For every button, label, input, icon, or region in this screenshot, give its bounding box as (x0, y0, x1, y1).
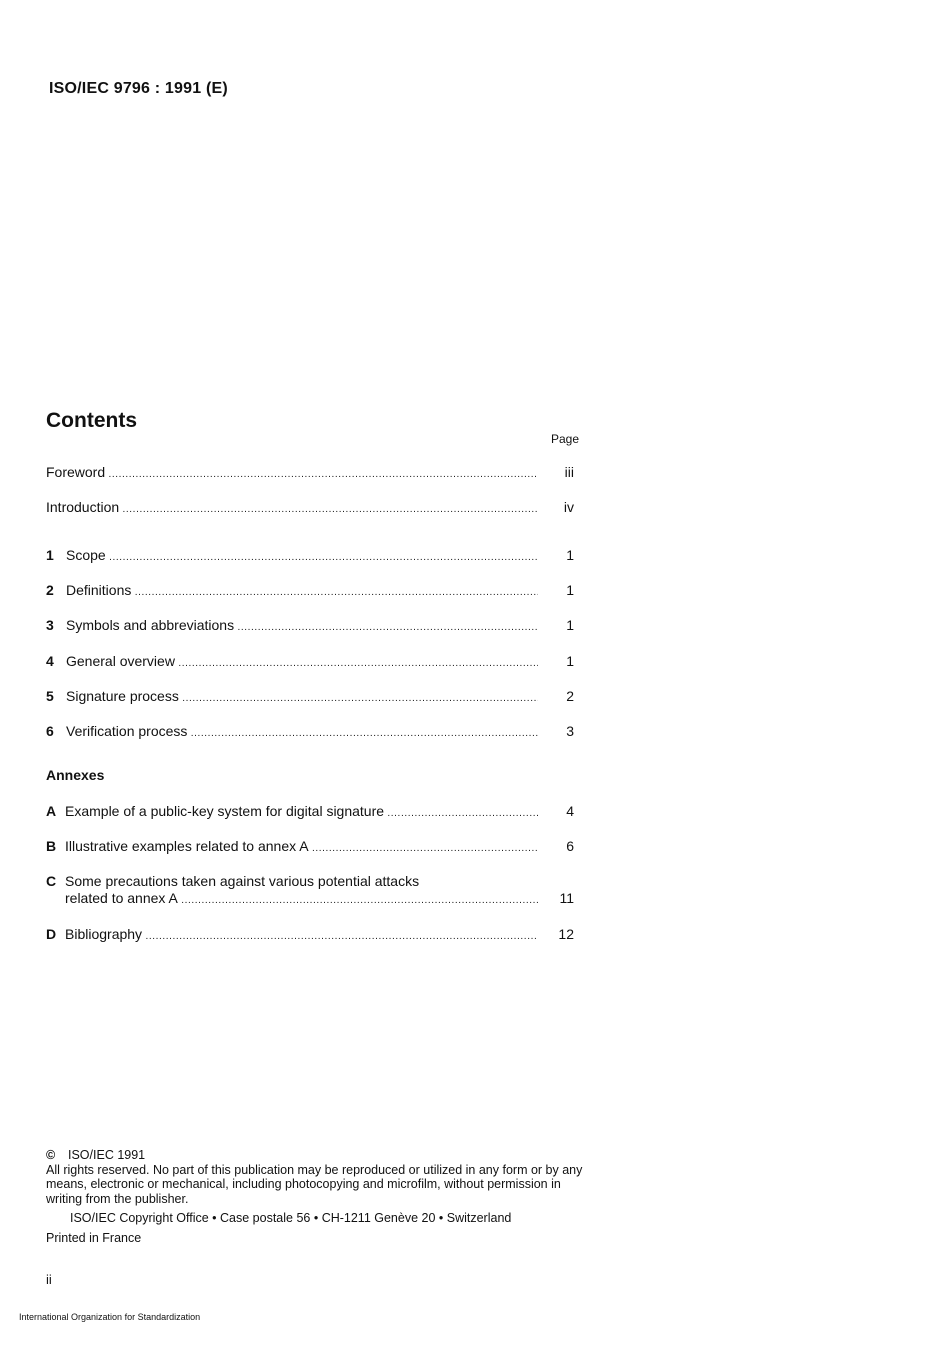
contents-title: Contents (46, 409, 137, 432)
toc-entry-foreword[interactable] (46, 464, 578, 484)
printed-in: Printed in France (46, 1230, 142, 1245)
toc-entry-page: 2 (566, 688, 574, 704)
toc-entry-label: related to annex A (65, 890, 178, 906)
toc-entry-label: Example of a public-key system for digital signature (65, 803, 385, 819)
copyright-symbol: © (46, 1148, 56, 1162)
annex-letter: D (46, 926, 57, 942)
toc-entry-page: 1 (566, 582, 574, 598)
copyright-owner-year: ISO/IEC 1991 (68, 1148, 146, 1162)
clause-number: 6 (46, 723, 54, 739)
toc-entry-clause-3[interactable] (46, 617, 578, 637)
copyright-address: ISO/IEC Copyright Office • Case postale 56 • CH-1211 Genève 20 • Switzerland (70, 1211, 512, 1225)
clause-number: 4 (46, 653, 54, 669)
toc-entry-annex-a[interactable] (46, 803, 578, 823)
toc-entry-clause-1[interactable] (46, 547, 578, 567)
toc-entry-label: Signature process (66, 688, 179, 704)
toc-entry-clause-4[interactable] (46, 653, 578, 673)
toc-entry-page: 6 (566, 838, 574, 854)
clause-number: 1 (46, 547, 54, 563)
page-folio: ii (46, 1272, 52, 1287)
copyright-rights: All rights reserved. No part of this publication may be reproduced or utilized in any form or by any means, electronic or mechanical, including photocopying and microfilm, without permission in writing from the publisher. (46, 1162, 583, 1206)
clause-number: 5 (46, 688, 54, 704)
toc-entry-label: Introduction (46, 499, 120, 515)
toc-entry-label: Bibliography (65, 926, 143, 942)
toc-entry-clause-2[interactable] (46, 582, 578, 602)
toc-entry-annex-d[interactable] (46, 926, 578, 946)
toc-entry-label: General overview (66, 653, 175, 669)
toc-entry-page: 11 (559, 890, 574, 906)
toc-entry-page: 1 (566, 617, 574, 633)
toc-entry-page: 12 (558, 926, 574, 942)
clause-number: 2 (46, 582, 54, 598)
toc-entry-clause-6[interactable] (46, 723, 578, 743)
toc-entry-page: 1 (566, 653, 574, 669)
page-column-header: Page (551, 432, 580, 446)
toc-entry-label: Foreword (46, 464, 106, 480)
toc-entry-label: Definitions (66, 582, 132, 598)
document-identifier: ISO/IEC 9796 : 1991 (E) (49, 80, 228, 97)
annexes-heading: Annexes (46, 767, 105, 783)
toc-entry-annex-c[interactable] (46, 890, 578, 910)
toc-entry-page: 1 (566, 547, 574, 563)
annex-letter: B (46, 838, 57, 854)
toc-entry-page: iv (563, 499, 574, 515)
footer-organization: International Organization for Standardization (19, 1312, 201, 1322)
toc-entry-label: Symbols and abbreviations (66, 617, 235, 633)
toc-entry-label: Scope (66, 547, 106, 563)
toc-entry-page: 4 (566, 803, 574, 819)
copyright-block (46, 1148, 586, 1245)
toc-entry-label: Illustrative examples related to annex A (65, 838, 309, 854)
annex-letter: A (46, 803, 57, 819)
toc-entry-page: iii (564, 464, 574, 480)
toc-entry-annex-c-first-line[interactable] (46, 873, 419, 889)
toc-entry-introduction[interactable] (46, 499, 578, 519)
toc-entry-clause-5[interactable] (46, 688, 578, 708)
toc-entry-page: 3 (566, 723, 574, 739)
toc-entry-label: Verification process (66, 723, 188, 739)
clause-number: 3 (46, 617, 54, 633)
toc-entry-annex-b[interactable] (46, 838, 578, 858)
annex-letter: C (46, 873, 57, 889)
toc-entry-label-line1: Some precautions taken against various potential attacks (65, 873, 420, 889)
